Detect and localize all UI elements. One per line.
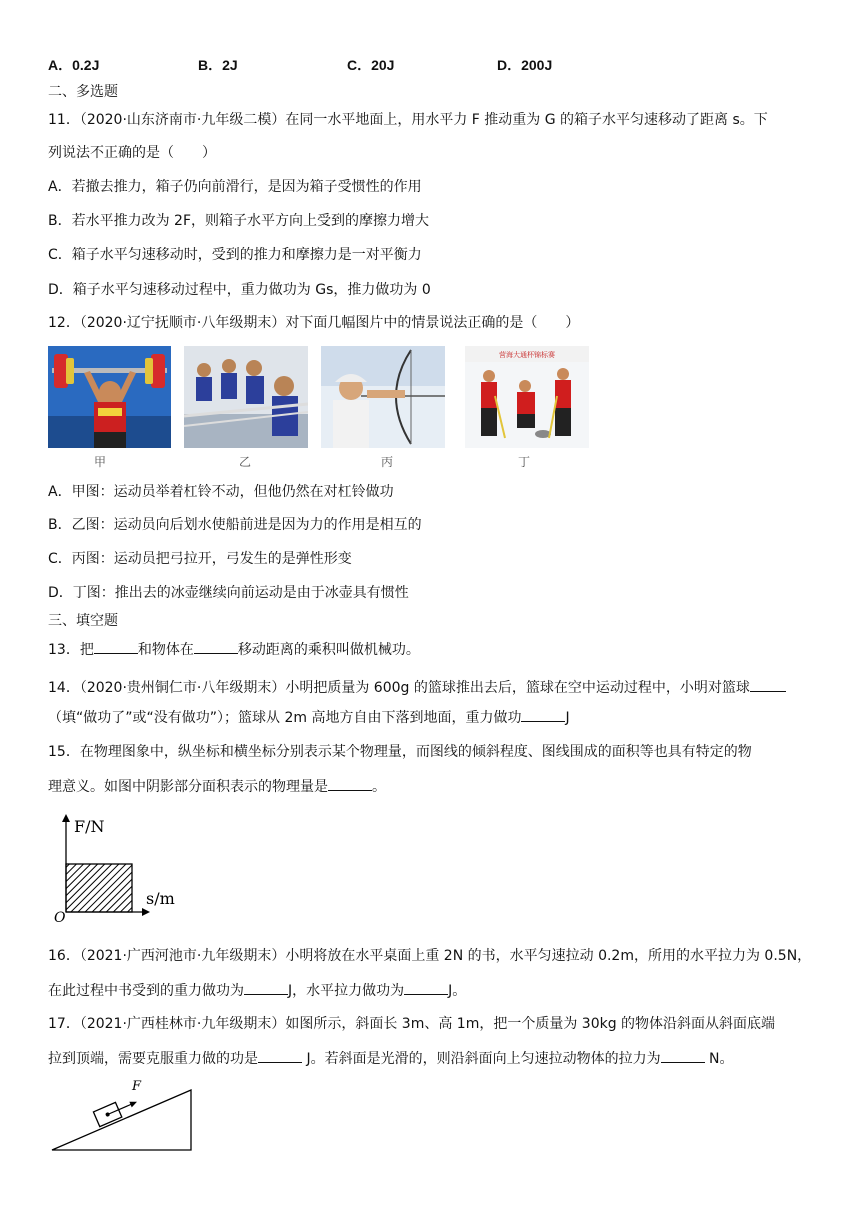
shaded-area <box>66 864 132 912</box>
q13-text-1: 13．把 <box>48 642 94 658</box>
caption-ding: 丁 <box>518 455 531 469</box>
y-axis-label: F/N <box>74 817 105 836</box>
q16-line1: 16．（2021·广西河池市·九年级期末）小明将放在水平桌面上重 2N 的书，水平匀速拉动 0.2m，所用的水平拉力为 0.5N， <box>48 948 812 964</box>
q14-blank-2[interactable] <box>521 707 565 722</box>
weightlifter-photo <box>48 346 171 448</box>
q16-blank-1[interactable] <box>244 980 288 995</box>
q11-option-c: C．箱子水平匀速移动时，受到的推力和摩擦力是一对平衡力 <box>48 247 422 263</box>
q16-text-1: 在此过程中书受到的重力做功为 <box>48 983 244 999</box>
q16-text-2: J，水平拉力做功为 <box>288 983 405 999</box>
q15-stem-line1: 15．在物理图象中，纵坐标和横坐标分别表示某个物理量，而图线的倾斜程度、图线围成的面积等也具有特定的物 <box>48 744 752 760</box>
y-axis-arrow <box>62 814 70 822</box>
q17-text-1: 拉到顶端，需要克服重力做的功是 <box>48 1051 258 1067</box>
q17-text-2: J。若斜面是光滑的，则沿斜面向上匀速拉动物体的拉力为 <box>302 1051 661 1067</box>
caption-yi: 乙 <box>239 455 252 469</box>
force-distance-graph <box>50 812 190 924</box>
section-multiple-choice-heading: 二、多选题 <box>48 84 118 100</box>
q17-blank-2[interactable] <box>661 1048 705 1063</box>
force-label: F <box>132 1079 142 1094</box>
q11-option-a: A．若撤去推力，箱子仍向前滑行，是因为箱子受惯性的作用 <box>48 179 422 195</box>
origin-label: O <box>54 910 66 924</box>
q11-stem-line2: 列说法不正确的是（ ） <box>48 145 216 161</box>
q11-option-b: B．若水平推力改为 2F，则箱子水平方向上受到的摩擦力增大 <box>48 213 430 229</box>
x-axis-label: s/m <box>146 889 175 908</box>
q13 <box>48 639 420 660</box>
q14-text-1: 14．（2020·贵州铜仁市·八年级期末）小明把质量为 600g 的篮球推出去后，篮球在空中运动过程中，小明对篮球 <box>48 680 750 696</box>
q15-text-1: 理意义。如图中阴影部分面积表示的物理量是 <box>48 779 328 795</box>
q15-stem-line2 <box>48 776 386 797</box>
q17-text-3: N。 <box>704 1051 734 1067</box>
q14-line1 <box>48 677 786 698</box>
q10-option-d: D．200J <box>497 57 553 73</box>
q13-text-2: 和物体在 <box>137 642 194 658</box>
q14-text-2: （填“做功了”或“没有做功”）；篮球从 2m 高地方自由下落到地面，重力做功 <box>48 710 522 726</box>
rowing-photo <box>184 346 308 448</box>
q15-text-2: 。 <box>372 779 386 795</box>
q16-blank-2[interactable] <box>404 980 448 995</box>
incline-triangle <box>52 1090 191 1150</box>
curling-banner-text: 营海大通杯锦标赛 <box>499 351 555 359</box>
q12-option-c: C．丙图：运动员把弓拉开，弓发生的是弹性形变 <box>48 551 352 567</box>
q10-option-c: C．20J <box>347 57 395 73</box>
q12-option-d: D．丁图：推出去的冰壶继续向前运动是由于冰壶具有惯性 <box>48 585 409 601</box>
q17-line2 <box>48 1048 734 1069</box>
q17-blank-1[interactable] <box>258 1048 302 1063</box>
q16-line2 <box>48 980 466 1001</box>
q11-stem-line1: 11．（2020·山东济南市·九年级二模）在同一水平地面上，用水平力 F 推动重为 G 的箱子水平匀速移动了距离 s。下 <box>48 112 768 128</box>
q14-line2 <box>48 707 570 728</box>
q16-text-3: J。 <box>448 983 467 999</box>
q10-option-a: A．0.2J <box>48 57 100 73</box>
q12-option-b: B．乙图：运动员向后划水使船前进是因为力的作用是相互的 <box>48 517 422 533</box>
q14-text-3: J <box>565 710 570 726</box>
incline-diagram <box>48 1076 198 1156</box>
q13-text-3: 移动距离的乘积叫做机械功。 <box>237 642 420 658</box>
q15-blank[interactable] <box>328 776 372 791</box>
section-fill-blank-heading: 三、填空题 <box>48 613 118 629</box>
caption-bing: 丙 <box>381 455 394 469</box>
q12-stem: 12．（2020·辽宁抚顺市·八年级期末）对下面几幅图片中的情景说法正确的是（ ） <box>48 315 580 331</box>
q13-blank-2[interactable] <box>194 639 238 654</box>
x-axis-arrow <box>142 908 150 916</box>
q14-blank-1[interactable] <box>750 677 786 692</box>
caption-jia: 甲 <box>94 455 107 469</box>
q13-blank-1[interactable] <box>94 639 138 654</box>
q10-option-b: B．2J <box>198 57 238 73</box>
curling-photo <box>465 346 589 448</box>
q17-line1: 17．（2021·广西桂林市·九年级期末）如图所示，斜面长 3m、高 1m，把一个质量为 30kg 的物体沿斜面从斜面底端 <box>48 1016 776 1032</box>
archer-photo <box>321 346 445 448</box>
q12-option-a: A．甲图：运动员举着杠铃不动，但他仍然在对杠铃做功 <box>48 484 394 500</box>
q11-option-d: D．箱子水平匀速移动过程中，重力做功为 Gs，推力做功为 0 <box>48 282 431 298</box>
